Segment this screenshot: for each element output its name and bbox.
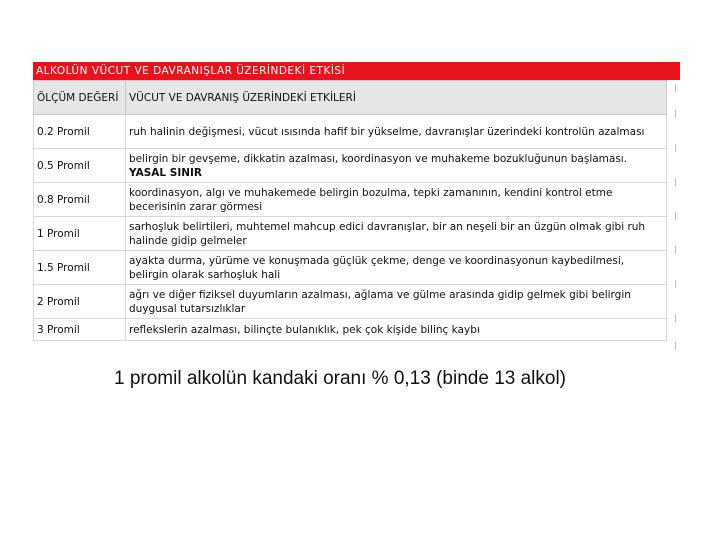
table-row xyxy=(34,115,667,149)
table-row xyxy=(34,319,667,341)
legal-limit-label: YASAL SINIR xyxy=(129,166,203,179)
header-measurement: ÖLÇÜM DEĞERİ xyxy=(34,81,126,115)
row-level: 3 Promil xyxy=(34,319,126,341)
caption-text: 1 promil alkolün kandaki oranı % 0,13 (binde 13 alkol) xyxy=(113,368,567,389)
row-effect: sarhoşluk belirtileri, muhtemel mahcup edici davranışlar, bir an neşeli bir an üzgün olmak gibi ruh halinde gidip gelmeler xyxy=(126,217,667,251)
row-effect: ayakta durma, yürüme ve konuşmada güçlük çekme, denge ve koordinasyonun kaybedilmesi, belirgin olarak sarhoşluk hali xyxy=(126,251,667,285)
row-effect-text: belirgin bir gevşeme, dikkatin azalması, koordinasyon ve muhakeme bozukluğunun başlaması. xyxy=(129,152,628,165)
row-effect: ruh halinin değişmesi, vücut ısısında hafif bir yükselme, davranışlar üzerindeki kontrolün azalması xyxy=(126,115,667,149)
scrollbar-edge-marks xyxy=(673,80,681,350)
table-row xyxy=(34,285,667,319)
row-level: 0.2 Promil xyxy=(34,115,126,149)
table-row xyxy=(34,149,667,183)
table-header-row xyxy=(34,81,667,115)
table-title: ALKOLÜN VÜCUT VE DAVRANIŞLAR ÜZERİNDEKİ ETKİSİ xyxy=(33,62,680,80)
row-effect xyxy=(126,149,667,183)
table-row xyxy=(34,217,667,251)
table-row xyxy=(34,251,667,285)
row-level: 1 Promil xyxy=(34,217,126,251)
table-row xyxy=(34,183,667,217)
row-level: 0.5 Promil xyxy=(34,149,126,183)
alcohol-effects-sheet xyxy=(33,62,680,341)
effects-table xyxy=(33,80,667,341)
row-level: 0.8 Promil xyxy=(34,183,126,217)
header-effects: VÜCUT VE DAVRANIŞ ÜZERİNDEKİ ETKİLERİ xyxy=(126,81,667,115)
row-effect: ağrı ve diğer fiziksel duyumların azalması, ağlama ve gülme arasında gidip gelmek gibi belirgin duygusal tutarsızlıklar xyxy=(126,285,667,319)
row-effect: reflekslerin azalması, bilinçte bulanıklık, pek çok kişide bilinç kaybı xyxy=(126,319,667,341)
row-level: 2 Promil xyxy=(34,285,126,319)
row-effect: koordinasyon, algı ve muhakemede belirgin bozulma, tepki zamanının, kendini kontrol etme becerisinin zarar görmesi xyxy=(126,183,667,217)
row-level: 1.5 Promil xyxy=(34,251,126,285)
